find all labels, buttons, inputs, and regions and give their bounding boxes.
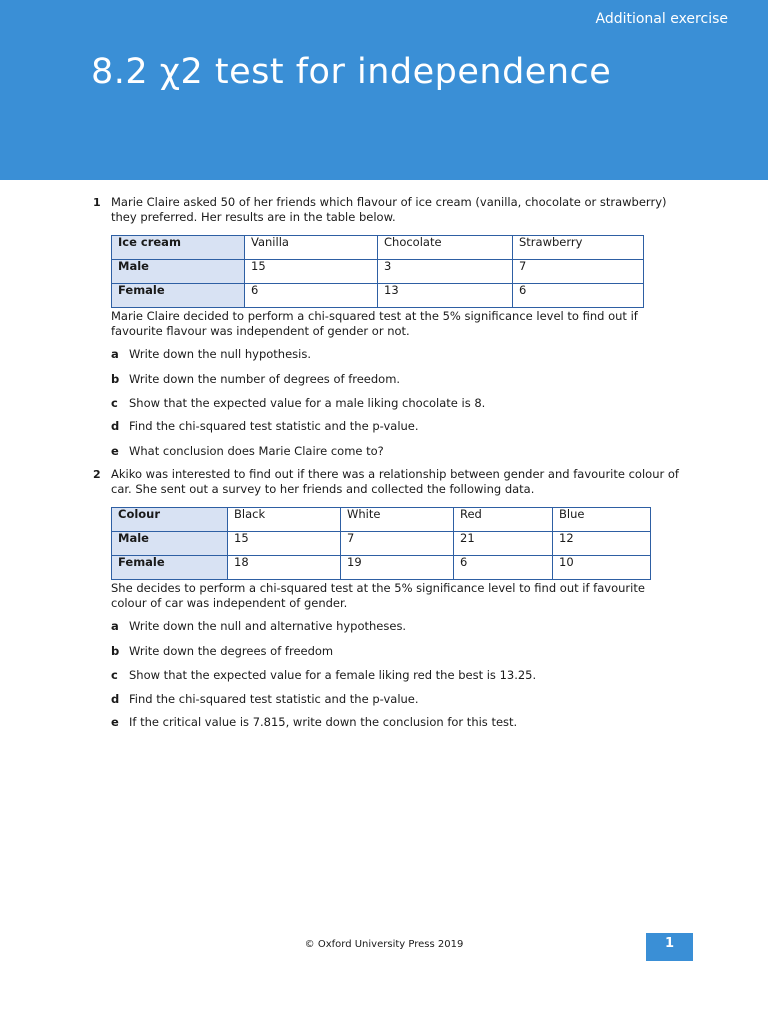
table-cell: Male bbox=[112, 532, 228, 556]
table-cell: 3 bbox=[378, 260, 513, 284]
part-text: Write down the null and alternative hypotheses. bbox=[129, 619, 407, 633]
table-cell: 15 bbox=[245, 260, 378, 284]
part-label: c bbox=[111, 668, 118, 682]
table-row bbox=[112, 556, 651, 580]
part-text: If the critical value is 7.815, write down the conclusion for this test. bbox=[129, 715, 518, 729]
table-cell: Red bbox=[454, 508, 553, 532]
part-label: b bbox=[111, 372, 120, 386]
part-text: Find the chi-squared test statistic and the p-value. bbox=[129, 419, 419, 433]
table-row bbox=[112, 532, 651, 556]
ice-cream-table bbox=[111, 235, 644, 308]
table-cell: Black bbox=[228, 508, 341, 532]
table-cell: Male bbox=[112, 260, 245, 284]
car-colour-table bbox=[111, 507, 651, 580]
part-text: What conclusion does Marie Claire come to? bbox=[129, 444, 384, 458]
table-cell: 6 bbox=[454, 556, 553, 580]
question-2-part-e bbox=[111, 715, 517, 729]
part-label: e bbox=[111, 715, 119, 729]
table-header-row bbox=[112, 236, 644, 260]
table-row bbox=[112, 260, 644, 284]
question-2-part-b bbox=[111, 644, 333, 658]
table-cell: 19 bbox=[341, 556, 454, 580]
part-label: a bbox=[111, 619, 119, 633]
exercise-tag: Additional exercise bbox=[595, 11, 728, 27]
table-cell: Blue bbox=[553, 508, 651, 532]
part-label: b bbox=[111, 644, 120, 658]
part-text: Find the chi-squared test statistic and the p-value. bbox=[129, 692, 419, 706]
table-cell: 21 bbox=[454, 532, 553, 556]
question-1-part-c bbox=[111, 396, 485, 410]
table-cell: 6 bbox=[245, 284, 378, 308]
table-cell: 18 bbox=[228, 556, 341, 580]
table-cell: 15 bbox=[228, 532, 341, 556]
table-cell: 12 bbox=[553, 532, 651, 556]
part-label: e bbox=[111, 444, 119, 458]
table-cell: Chocolate bbox=[378, 236, 513, 260]
question-2-part-c bbox=[111, 668, 536, 682]
table-cell: 13 bbox=[378, 284, 513, 308]
header-banner bbox=[0, 0, 768, 180]
part-text: Show that the expected value for a male liking chocolate is 8. bbox=[129, 396, 486, 410]
question-1-part-e bbox=[111, 444, 384, 458]
question-2-part-a bbox=[111, 619, 406, 633]
part-text: Write down the number of degrees of freedom. bbox=[129, 372, 401, 386]
table-row bbox=[112, 284, 644, 308]
copyright-notice: © Oxford University Press 2019 bbox=[304, 939, 464, 950]
table-cell: 6 bbox=[513, 284, 644, 308]
question-1-part-b bbox=[111, 372, 400, 386]
question-1-number: 1 bbox=[93, 196, 101, 209]
question-1-intro: Marie Claire asked 50 of her friends which flavour of ice cream (vanilla, chocolate or strawberry) they preferred. Her results are in the table below. bbox=[111, 195, 667, 224]
page-number-badge: 1 bbox=[646, 933, 693, 961]
table-header-row bbox=[112, 508, 651, 532]
table-cell: White bbox=[341, 508, 454, 532]
part-label: a bbox=[111, 347, 119, 361]
part-label: c bbox=[111, 396, 118, 410]
table-cell: Female bbox=[112, 556, 228, 580]
question-1-method: Marie Claire decided to perform a chi-squared test at the 5% significance level to find out if favourite flavour was independent of gender or not. bbox=[111, 309, 638, 338]
table-cell: Ice cream bbox=[112, 236, 245, 260]
table-cell: 7 bbox=[341, 532, 454, 556]
page-title: 8.2 χ2 test for independence bbox=[91, 52, 612, 92]
question-1-part-a bbox=[111, 347, 311, 361]
question-1-part-d bbox=[111, 419, 419, 433]
table-cell: Colour bbox=[112, 508, 228, 532]
table-cell: Vanilla bbox=[245, 236, 378, 260]
part-label: d bbox=[111, 692, 120, 706]
question-2-number: 2 bbox=[93, 468, 101, 481]
table-cell: Female bbox=[112, 284, 245, 308]
table-cell: 7 bbox=[513, 260, 644, 284]
part-text: Write down the degrees of freedom bbox=[129, 644, 334, 658]
question-2-method: She decides to perform a chi-squared test at the 5% significance level to find out if favourite colour of car was independent of gender. bbox=[111, 581, 645, 610]
part-label: d bbox=[111, 419, 120, 433]
question-2-intro: Akiko was interested to find out if there was a relationship between gender and favourite colour of car. She sent out a survey to her friends and collected the following data. bbox=[111, 467, 679, 496]
part-text: Write down the null hypothesis. bbox=[129, 347, 311, 361]
table-cell: Strawberry bbox=[513, 236, 644, 260]
question-2-part-d bbox=[111, 692, 419, 706]
table-cell: 10 bbox=[553, 556, 651, 580]
part-text: Show that the expected value for a female liking red the best is 13.25. bbox=[129, 668, 537, 682]
